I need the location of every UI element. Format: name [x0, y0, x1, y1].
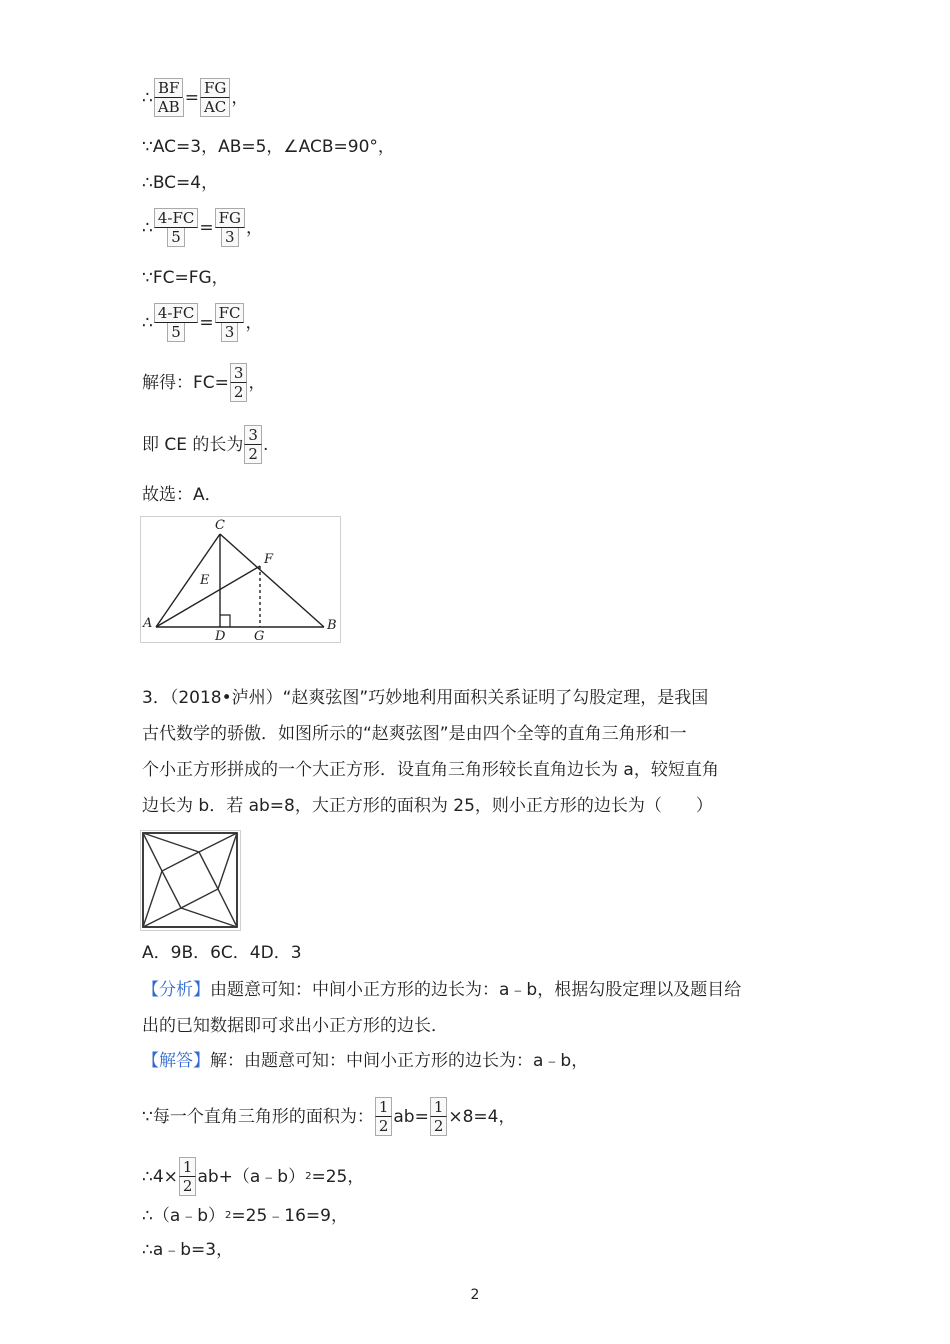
numerator: 1 — [375, 1097, 393, 1117]
text: ab+（a﹣b） — [197, 1166, 306, 1187]
fraction — [430, 1097, 448, 1136]
text: =25﹣16=9， — [231, 1206, 348, 1226]
solution-text: 解：由题意可知：中间小正方形的边长为：a﹣b， — [210, 1051, 589, 1071]
fraction — [215, 208, 245, 247]
text-line: ∵AC=3，AB=5，∠ACB=90°， — [142, 137, 395, 157]
numerator: 4-FC — [154, 208, 199, 228]
superscript: 2 — [225, 1210, 232, 1221]
equation-line — [142, 1097, 516, 1136]
problem-line: 边长为 b．若 ab=8，大正方形的面积为 25，则小正方形的边长为（ ） — [142, 796, 713, 816]
segment-AC — [156, 534, 220, 627]
problem-line: 3．（2018•泸州）“赵爽弦图”巧妙地利用面积关系证明了勾股定理，是我国 — [142, 688, 709, 708]
denominator: 3 — [221, 228, 239, 247]
figure-border — [141, 831, 241, 931]
equals-sign: = — [184, 87, 199, 108]
label-G: G — [254, 629, 265, 644]
problem-statement — [142, 680, 782, 824]
analysis-section — [142, 972, 782, 1044]
label-D: D — [215, 629, 226, 644]
denominator: 2 — [430, 1117, 448, 1136]
equation-line — [142, 425, 268, 464]
triangle-figure — [140, 516, 342, 644]
numerator: FC — [215, 303, 245, 323]
therefore-symbol: ∴ — [142, 312, 153, 333]
text: ∴4× — [142, 1166, 178, 1187]
equation-line — [142, 208, 263, 247]
equation-line — [142, 1157, 364, 1196]
right-angle-mark — [220, 615, 230, 627]
denominator: 2 — [244, 445, 262, 464]
denominator: 2 — [375, 1117, 393, 1136]
text-line: ∴BC=4， — [142, 173, 219, 193]
text: ∴（a﹣b） — [142, 1206, 226, 1226]
punctuation: . — [262, 434, 269, 455]
text: 解得：FC= — [142, 372, 229, 393]
text: 即 CE 的长为 — [142, 434, 244, 455]
analysis-text: 由题意可知：中间小正方形的边长为：a﹣b，根据勾股定理以及题目给 — [210, 980, 742, 1000]
superscript: 2 — [305, 1170, 312, 1182]
numerator: 3 — [244, 425, 262, 445]
label-A: A — [143, 616, 153, 631]
numerator: FG — [215, 208, 245, 228]
denominator: 2 — [179, 1177, 197, 1196]
label-F: F — [264, 552, 274, 567]
numerator: 4-FC — [154, 303, 199, 323]
fraction — [154, 208, 199, 247]
punctuation: ， — [248, 372, 266, 393]
equation-line — [142, 363, 265, 402]
text: ×8=4， — [448, 1106, 516, 1127]
fraction — [230, 363, 248, 402]
denominator: 2 — [230, 383, 248, 402]
small-square — [162, 852, 218, 908]
right-triangle — [143, 833, 237, 852]
zhao-shuang-diagram — [140, 830, 242, 932]
equation-line — [142, 78, 248, 117]
denominator: AC — [200, 98, 230, 117]
punctuation: ， — [245, 217, 263, 238]
label-B: B — [327, 618, 337, 633]
denominator: 3 — [221, 323, 239, 342]
denominator: 5 — [167, 228, 185, 247]
big-square — [143, 833, 237, 927]
right-triangle — [143, 833, 162, 927]
equals-sign: = — [199, 217, 214, 238]
numerator: 3 — [230, 363, 248, 383]
numerator: 1 — [179, 1157, 197, 1177]
text-line: ∴a﹣b=3， — [142, 1240, 234, 1260]
fraction — [375, 1097, 393, 1136]
figure-border — [141, 517, 341, 643]
analysis-text: 出的已知数据即可求出小正方形的边长． — [142, 1016, 448, 1036]
solution-line — [142, 1050, 588, 1072]
denominator: AB — [154, 98, 184, 117]
right-triangle — [218, 833, 237, 927]
text: ∵每一个直角三角形的面积为： — [142, 1106, 374, 1127]
solution-tag: 【解答】 — [142, 1051, 210, 1071]
numerator: BF — [154, 78, 183, 98]
analysis-tag: 【分析】 — [142, 980, 210, 1000]
fraction — [154, 303, 199, 342]
problem-line: 个小正方形拼成的一个大正方形．设直角三角形较长直角边长为 a，较短直角 — [142, 760, 719, 780]
equals-sign: = — [199, 312, 214, 333]
fraction — [154, 78, 184, 117]
label-E: E — [200, 573, 210, 588]
numerator: FG — [200, 78, 230, 98]
problem-line: 古代数学的骄傲．如图所示的“赵爽弦图”是由四个全等的直角三角形和一 — [142, 724, 687, 744]
label-C: C — [215, 518, 225, 533]
therefore-symbol: ∴ — [142, 87, 153, 108]
page-number: 2 — [470, 1287, 480, 1303]
right-triangle — [143, 908, 237, 927]
fraction — [215, 303, 245, 342]
text: =25， — [311, 1166, 365, 1187]
punctuation: ， — [231, 87, 249, 108]
punctuation: ， — [245, 312, 263, 333]
text-line: 故选：A． — [142, 485, 222, 505]
equation-line — [142, 1205, 348, 1227]
answer-options: A．9B．6C．4D．3 — [142, 943, 302, 963]
text: ab= — [393, 1106, 429, 1127]
therefore-symbol: ∴ — [142, 217, 153, 238]
fraction — [200, 78, 230, 117]
text-line: ∵FC=FG， — [142, 268, 229, 288]
denominator: 5 — [167, 323, 185, 342]
numerator: 1 — [430, 1097, 448, 1117]
equation-line — [142, 303, 262, 342]
fraction — [244, 425, 262, 464]
fraction — [179, 1157, 197, 1196]
